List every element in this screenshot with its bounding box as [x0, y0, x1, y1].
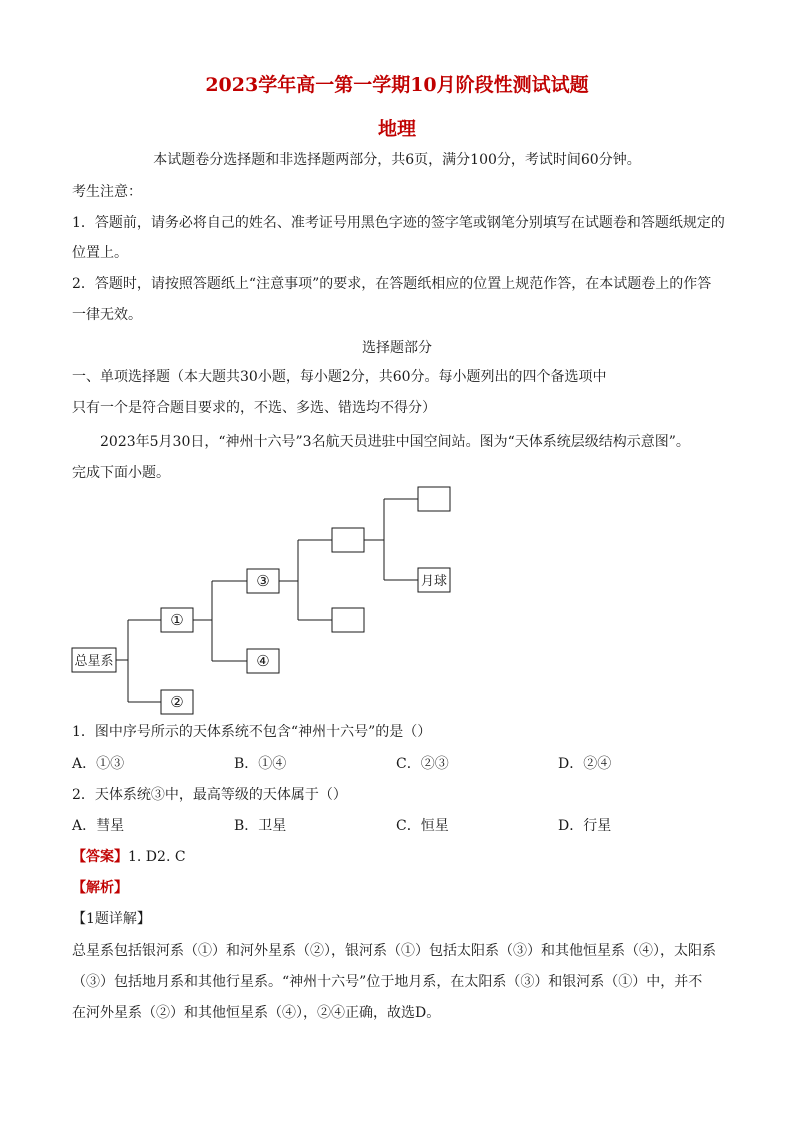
notice-item2-line1: 2．答题时，请按照答题纸上“注意事项”的要求，在答题纸相应的位置上规范作答，在本试题卷上的作答: [72, 276, 712, 292]
notice-item1-line1: 1．答题前，请务必将自己的姓名、准考证号用黑色字迹的签字笔或钢笔分别填写在试题卷和答题纸规定的: [72, 215, 725, 231]
analysis-detail-label: 【1题详解】: [72, 911, 151, 927]
node-label-1: ①: [170, 611, 184, 629]
node-label-moon: 月球: [420, 574, 448, 589]
answer-label: 【答案】: [72, 849, 128, 865]
node-label-4: ④: [256, 652, 270, 670]
node-box-blank-upper: [332, 528, 364, 552]
node-box-blank-lower: [332, 608, 364, 632]
q2-option-c: C．恒星: [396, 818, 449, 834]
intro-text: 本试题卷分选择题和非选择题两部分，共6页，满分100分，考试时间60分钟。: [153, 152, 641, 168]
analysis-line1: 总星系包括银河系（①）和河外星系（②），银河系（①）包括太阳系（③）和其他恒星系（④），太阳系: [72, 943, 716, 959]
node-label-root: 总星系: [74, 654, 114, 669]
stem-line2: 完成下面小题。: [72, 465, 170, 481]
notice-heading: 考生注意：: [72, 184, 142, 200]
analysis-line2: （③）包括地月系和其他行星系。“神州十六号”位于地月系，在太阳系（③）和银河系（①）中，并不: [72, 974, 703, 990]
q1-option-c: C．②③: [396, 756, 449, 772]
q1-option-a: A．①③: [72, 756, 125, 772]
q1-stem: 1．图中序号所示的天体系统不包含“神州十六号”的是（）: [72, 724, 432, 740]
q2-option-a: A．彗星: [72, 818, 125, 834]
notice-item2-line2: 一律无效。: [72, 307, 142, 323]
stem-line1: 2023年5月30日，“神州十六号”3名航天员进驻中国空间站。图为“天体系统层级结构示意图”。: [100, 434, 690, 450]
section-title: 选择题部分: [362, 340, 432, 356]
analysis-line3: 在河外星系（②）和其他恒星系（④），②④正确，故选D。: [72, 1005, 441, 1021]
q2-stem: 2．天体系统③中，最高等级的天体属于（）: [72, 787, 347, 803]
q1-option-d: D．②④: [558, 756, 612, 772]
part1-line2: 只有一个是符合题目要求的，不选、多选、错选均不得分）: [72, 400, 436, 416]
node-box-blank-top: [418, 487, 450, 511]
celestial-system-diagram: [0, 480, 794, 720]
node-label-3: ③: [256, 572, 270, 590]
q2-option-d: D．行星: [558, 818, 612, 834]
q2-option-b: B．卫星: [234, 818, 287, 834]
node-label-2: ②: [170, 693, 184, 711]
q1-option-b: B．①④: [234, 756, 287, 772]
subject-title: 地理: [377, 118, 416, 140]
answer-line: [72, 847, 732, 867]
notice-item1-line2: 位置上。: [72, 245, 128, 261]
analysis-label: 【解析】: [72, 880, 128, 896]
exam-title: 2023学年高一第一学期10月阶段性测试试题: [205, 74, 589, 96]
answer-value: 1. D2. C: [128, 849, 186, 865]
part1-line1: 一、单项选择题（本大题共30小题，每小题2分，共60分。每小题列出的四个备选项中: [72, 369, 607, 385]
